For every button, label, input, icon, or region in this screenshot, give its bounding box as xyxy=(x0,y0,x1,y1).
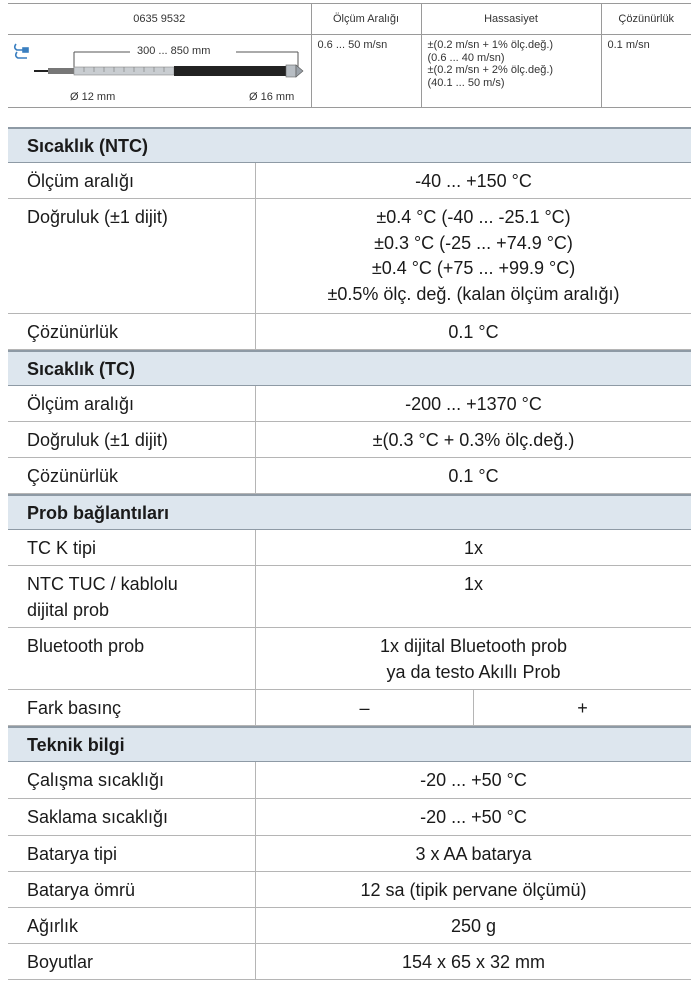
spec-value: 12 sa (tipik pervane ölçümü) xyxy=(360,880,587,900)
header-resolution: Çözünürlük xyxy=(601,4,691,35)
spec-value: -20 ... +50 °C xyxy=(420,807,527,827)
section-header-tc: Sıcaklık (TC) xyxy=(8,350,691,386)
probe-length-label: 300 ... 850 mm xyxy=(137,45,211,57)
probe-diameter-left-label: Ø 12 mm xyxy=(70,91,116,103)
spec-label: Çözünürlük xyxy=(8,314,256,349)
spec-row xyxy=(8,386,691,422)
probe-accuracy-line: (0.6 ... 40 m/sn) xyxy=(427,51,505,64)
spec-label: Doğruluk (±1 dijit) xyxy=(8,199,256,313)
spec-row xyxy=(8,422,691,458)
spec-label: Çözünürlük xyxy=(8,458,256,493)
spec-row xyxy=(8,690,691,726)
section-header-ntc: Sıcaklık (NTC) xyxy=(8,127,691,163)
spec-label: Saklama sıcaklığı xyxy=(8,799,256,835)
spec-label: TC K tipi xyxy=(8,530,256,565)
spec-row xyxy=(8,199,691,314)
spec-value: 1x xyxy=(463,574,483,594)
spec-row xyxy=(8,530,691,566)
probe-diameter-right-label: Ø 16 mm xyxy=(249,91,295,103)
spec-label: Boyutlar xyxy=(8,944,256,979)
spec-label-line: NTC TUC / kablolu xyxy=(27,574,178,594)
spec-label: Bluetooth prob xyxy=(8,628,256,689)
spec-value: -20 ... +50 °C xyxy=(420,770,527,790)
spec-label: Batarya ömrü xyxy=(8,872,256,907)
cable-probe-icon xyxy=(15,44,28,58)
spec-value: -40 ... +150 °C xyxy=(415,171,532,191)
spec-label: Doğruluk (±1 dijit) xyxy=(8,422,256,457)
probe-table-row xyxy=(8,35,691,108)
spec-row xyxy=(8,762,691,799)
probe-range-value: 0.6 ... 50 m/sn xyxy=(311,35,421,108)
spec-row xyxy=(8,872,691,908)
spec-row xyxy=(8,314,691,350)
probe-accuracy-value xyxy=(421,35,601,108)
spec-value xyxy=(256,628,691,689)
spec-value-line: ±0.4 °C (-40 ... -25.1 °C) xyxy=(376,207,571,227)
spec-row xyxy=(8,163,691,199)
spec-value: ±(0.3 °C + 0.3% ölç.değ.) xyxy=(372,430,575,450)
spec-row xyxy=(8,799,691,836)
spec-label: Ölçüm aralığı xyxy=(8,386,256,421)
spec-value: -200 ... +1370 °C xyxy=(405,394,542,414)
spec-value: 0.1 °C xyxy=(448,322,499,342)
spec-row xyxy=(8,566,691,628)
spec-value-plus: + xyxy=(473,690,691,725)
probe-resolution-value: 0.1 m/sn xyxy=(601,35,691,108)
probe-spec-table xyxy=(8,3,691,108)
section-header-probe-connections: Prob bağlantıları xyxy=(8,494,691,530)
spec-value-line: ±0.4 °C (+75 ... +99.9 °C) xyxy=(371,258,576,278)
spec-value: 250 g xyxy=(450,916,497,936)
spec-row xyxy=(8,944,691,980)
spec-row xyxy=(8,836,691,872)
spec-value-line: ±0.5% ölç. değ. (kalan ölçüm aralığı) xyxy=(327,283,620,304)
spec-row xyxy=(8,628,691,690)
spec-label: Ölçüm aralığı xyxy=(8,163,256,198)
probe-drawing-cell xyxy=(8,35,311,108)
section-header-technical-data: Teknik bilgi xyxy=(8,726,691,762)
spec-table xyxy=(8,127,691,980)
probe-drawing xyxy=(8,35,311,108)
spec-label: Fark basınç xyxy=(8,690,256,725)
probe-accuracy-line: (40.1 ... 50 m/s) xyxy=(427,76,505,89)
spec-row xyxy=(8,908,691,944)
spec-value-line: ya da testo Akıllı Prob xyxy=(386,661,561,682)
spec-row xyxy=(8,458,691,494)
probe-accuracy-line: ±(0.2 m/sn + 2% ölç.değ.) xyxy=(427,64,554,76)
spec-label: Ağırlık xyxy=(8,908,256,943)
header-measuring-range: Ölçüm Aralığı xyxy=(311,4,421,35)
spec-value: 154 x 65 x 32 mm xyxy=(401,952,546,972)
header-accuracy: Hassasiyet xyxy=(421,4,601,35)
spec-label: Çalışma sıcaklığı xyxy=(8,762,256,798)
spec-label: Batarya tipi xyxy=(8,836,256,871)
spec-value-minus: – xyxy=(359,698,370,718)
spec-value-line: ±0.3 °C (-25 ... +74.9 °C) xyxy=(374,232,573,253)
spec-value-line: 1x dijital Bluetooth prob xyxy=(379,636,568,656)
spec-value-split xyxy=(256,690,691,725)
probe-accuracy-line: ±(0.2 m/sn + 1% ölç.değ.) xyxy=(427,39,554,51)
probe-article-number: 0635 9532 xyxy=(8,4,311,35)
spec-label xyxy=(8,566,256,627)
spec-value xyxy=(256,199,691,313)
probe-table-header xyxy=(8,4,691,35)
spec-value: 3 x AA batarya xyxy=(415,844,532,864)
spec-value: 0.1 °C xyxy=(448,466,499,486)
spec-value: 1x xyxy=(463,538,483,558)
spec-label-line: dijital prob xyxy=(27,599,110,620)
